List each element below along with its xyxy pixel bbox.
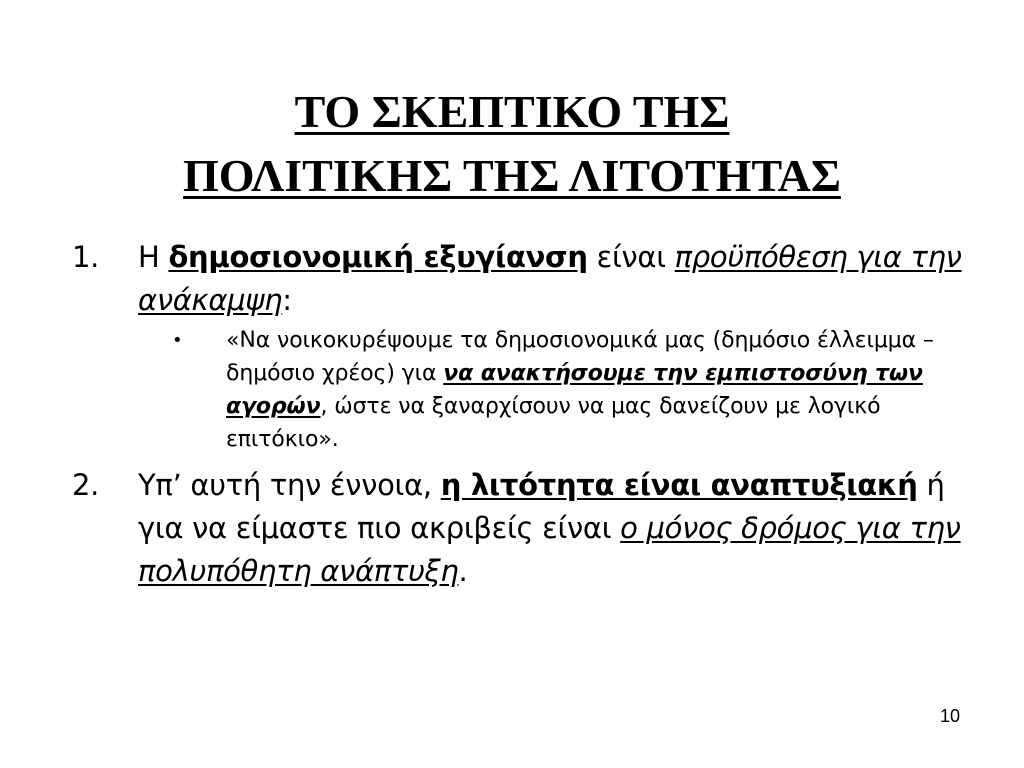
list-item-2-emphasis: η λιτότητα είναι αναπτυξιακή	[440, 468, 918, 502]
list-item-2-text-a: Υπ’ αυτή την έννοια,	[138, 468, 441, 502]
list-item-2	[0, 464, 1024, 593]
list-item-1-text-a: Η	[138, 240, 169, 274]
sub-item-text-b: , ώστε να ξαναρχίσουν να μας δανείζουν με λογικό επιτόκιο».	[226, 394, 881, 452]
slide-title	[40, 80, 984, 208]
list-item-1-colon: :	[282, 283, 292, 317]
list-item-2-text-b: ή για να είμαστε πιο ακριβείς είναι	[138, 468, 945, 545]
list-item-1-emphasis: δημοσιονομική εξυγίανση	[168, 240, 588, 274]
slide-title-line-2: ΠΟΛΙΤΙΚΗΣ ΤΗΣ ΛΙΤΟΤΗΤΑΣ	[183, 150, 841, 201]
list-item-2-period: .	[458, 554, 468, 588]
bullet-icon: •	[172, 330, 183, 351]
sub-item-text-a: «Να νοικοκυρέψουμε τα δημοσιονομικά μας (δημόσιο έλλειμμα – δημόσιο χρέος) για	[226, 328, 934, 386]
list-item-1-italic: προϋπόθεση για την ανάκαμψη	[138, 240, 962, 317]
list-item-2-italic: ο μόνος δρόμος για την πολυπόθητη ανάπτυξη	[138, 511, 961, 588]
list-number-2: 2.	[72, 468, 100, 502]
slide-body	[0, 236, 1024, 593]
sub-list-item-1	[0, 324, 1024, 456]
list-item-1-text-b: είναι	[587, 240, 675, 274]
sub-item-emphasis: να ανακτήσουμε την εμπιστοσύνη των αγορών	[226, 361, 923, 419]
list-number-1: 1.	[72, 240, 100, 274]
slide-title-line-1: ΤΟ ΣΚΕΠΤΙΚΟ ΤΗΣ	[294, 86, 730, 137]
list-item-1	[0, 236, 1024, 322]
page-number: 10	[939, 706, 960, 726]
